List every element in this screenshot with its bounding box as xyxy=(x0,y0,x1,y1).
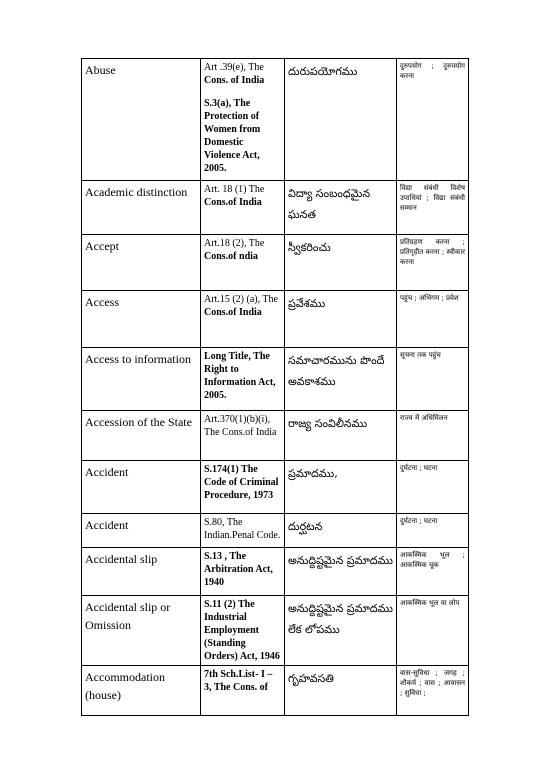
telugu-cell xyxy=(285,596,397,666)
term-cell xyxy=(82,514,201,548)
hindi-text: सूचना तक पहुंच xyxy=(400,351,441,359)
table-row xyxy=(82,348,469,411)
telugu-cell xyxy=(285,666,397,716)
reference-text: Cons.of India xyxy=(204,307,262,318)
hindi-text: प्रतिग्रहण करना ; प्रतिगृहीत करना ; स्वीकार करना xyxy=(400,238,465,266)
term-text: Accident xyxy=(85,518,129,532)
telugu-text: దురుపయోగము xyxy=(288,65,358,78)
glossary-table xyxy=(81,58,469,716)
table-row xyxy=(82,59,469,181)
term-text: Accommodation (house) xyxy=(85,670,165,702)
reference-cell xyxy=(201,348,285,411)
telugu-text: స్వీకరించు xyxy=(288,241,331,254)
term-cell xyxy=(82,348,201,411)
reference-text: Long Title, The Right to Information Act, 2005. xyxy=(204,351,276,401)
hindi-cell xyxy=(397,235,469,291)
telugu-cell xyxy=(285,548,397,596)
term-cell xyxy=(82,461,201,514)
reference-cell xyxy=(201,666,285,716)
telugu-text: గృహవసతి xyxy=(288,672,334,685)
telugu-text: దుర్ఘటన xyxy=(288,520,323,533)
reference-text: Art.18 (2), The xyxy=(204,238,265,249)
telugu-text: అనుద్దిష్టమైన ప్రమాదము లేక లోపము xyxy=(288,602,393,636)
telugu-cell xyxy=(285,235,397,291)
term-cell xyxy=(82,596,201,666)
term-cell xyxy=(82,59,201,181)
reference-text: Cons.of India xyxy=(204,197,262,208)
table-row xyxy=(82,514,469,548)
term-cell xyxy=(82,548,201,596)
reference-text: Art. 18 (1) The xyxy=(204,184,265,195)
telugu-cell xyxy=(285,348,397,411)
term-text: Academic distinction xyxy=(85,185,188,199)
term-cell xyxy=(82,235,201,291)
reference-cell xyxy=(201,59,285,181)
term-text: Access xyxy=(85,295,119,309)
table-row xyxy=(82,596,469,666)
reference-cell xyxy=(201,548,285,596)
table-row xyxy=(82,666,469,716)
telugu-text: ప్రమాదము, xyxy=(288,467,338,480)
reference-cell xyxy=(201,181,285,235)
reference-cell xyxy=(201,596,285,666)
hindi-text: दुर्घटना ; घटना xyxy=(400,464,438,472)
hindi-text: दुर्घटना ; घटना xyxy=(400,517,438,525)
table-row xyxy=(82,461,469,514)
term-text: Abuse xyxy=(85,63,116,77)
reference-cell xyxy=(201,514,285,548)
reference-cell xyxy=(201,411,285,461)
hindi-cell xyxy=(397,59,469,181)
table-row xyxy=(82,291,469,348)
telugu-text: విద్యా సంబంధమైన ఘనత xyxy=(288,187,371,221)
hindi-text: पहुंच ; अभिगम ; प्रवेश xyxy=(400,294,459,302)
telugu-cell xyxy=(285,411,397,461)
reference-text: S.13 , The Arbitration Act, 1940 xyxy=(204,551,273,588)
term-text: Accident xyxy=(85,465,129,479)
hindi-cell xyxy=(397,181,469,235)
reference-text: S.11 (2) The Industrial Employment (Standing Orders) Act, 1946 xyxy=(204,599,280,662)
reference-text: 7th Sch.List- I – 3, The Cons. of xyxy=(204,669,273,693)
reference-text: Art.370(1)(b)(i), The Cons.of India xyxy=(204,414,277,438)
telugu-text: సమాచారమును పొందే అవకాశము xyxy=(288,354,385,388)
reference-text: Art.15 (2) (a), The xyxy=(204,294,278,305)
telugu-cell xyxy=(285,59,397,181)
term-text: Accession of the State xyxy=(85,415,192,429)
hindi-text: विद्या संबंधी विशेष उपाधियां ; विद्या संबंधी सम्मान xyxy=(400,184,465,212)
term-cell xyxy=(82,666,201,716)
glossary-page xyxy=(81,58,468,716)
term-cell xyxy=(82,181,201,235)
reference-text: S.3(a), The Protection of Women from Domestic Violence Act, 2005. xyxy=(204,98,261,174)
hindi-text: आकस्मिक भूल ; आकस्मिक चूक xyxy=(400,551,465,569)
table-row xyxy=(82,181,469,235)
telugu-cell xyxy=(285,291,397,348)
reference-cell xyxy=(201,291,285,348)
term-text: Accidental slip or Omission xyxy=(85,600,171,632)
term-cell xyxy=(82,411,201,461)
hindi-cell xyxy=(397,291,469,348)
telugu-cell xyxy=(285,181,397,235)
reference-text: Cons.of ndia xyxy=(204,251,258,262)
hindi-text: आकस्मिक भूल या लोप xyxy=(400,599,460,607)
telugu-text: అనుద్దిష్టమైన ప్రమాదము xyxy=(288,554,393,567)
telugu-cell xyxy=(285,514,397,548)
reference-text: S.80, The Indian.Penal Code. xyxy=(204,517,281,541)
telugu-cell xyxy=(285,461,397,514)
hindi-cell xyxy=(397,461,469,514)
reference-text: Art .39(e), The xyxy=(204,62,264,73)
table-row xyxy=(82,411,469,461)
hindi-cell xyxy=(397,514,469,548)
table-row xyxy=(82,548,469,596)
term-text: Access to information xyxy=(85,352,191,366)
hindi-text: वास-सुविधा ; जगह ; शौकर्य ; वास ; आवासन ; सुविधा ; xyxy=(400,669,465,697)
term-cell xyxy=(82,291,201,348)
reference-cell xyxy=(201,461,285,514)
hindi-cell xyxy=(397,348,469,411)
term-text: Accept xyxy=(85,239,119,253)
hindi-cell xyxy=(397,596,469,666)
spacer xyxy=(204,87,281,97)
reference-cell xyxy=(201,235,285,291)
term-text: Accidental slip xyxy=(85,552,158,566)
hindi-cell xyxy=(397,411,469,461)
reference-text: S.174(1) The Code of Criminal Procedure, 1973 xyxy=(204,464,279,501)
telugu-text: రాజ్య సంవిలీనము xyxy=(288,417,368,430)
telugu-text: ప్రవేశము xyxy=(288,297,326,310)
hindi-cell xyxy=(397,548,469,596)
hindi-text: दुरुपयोग ; दुरुपयोग करना xyxy=(400,62,465,80)
table-row xyxy=(82,235,469,291)
reference-text: Cons. of India xyxy=(204,75,265,86)
hindi-text: राज्य में अधिमिलन xyxy=(400,414,448,422)
hindi-cell xyxy=(397,666,469,716)
